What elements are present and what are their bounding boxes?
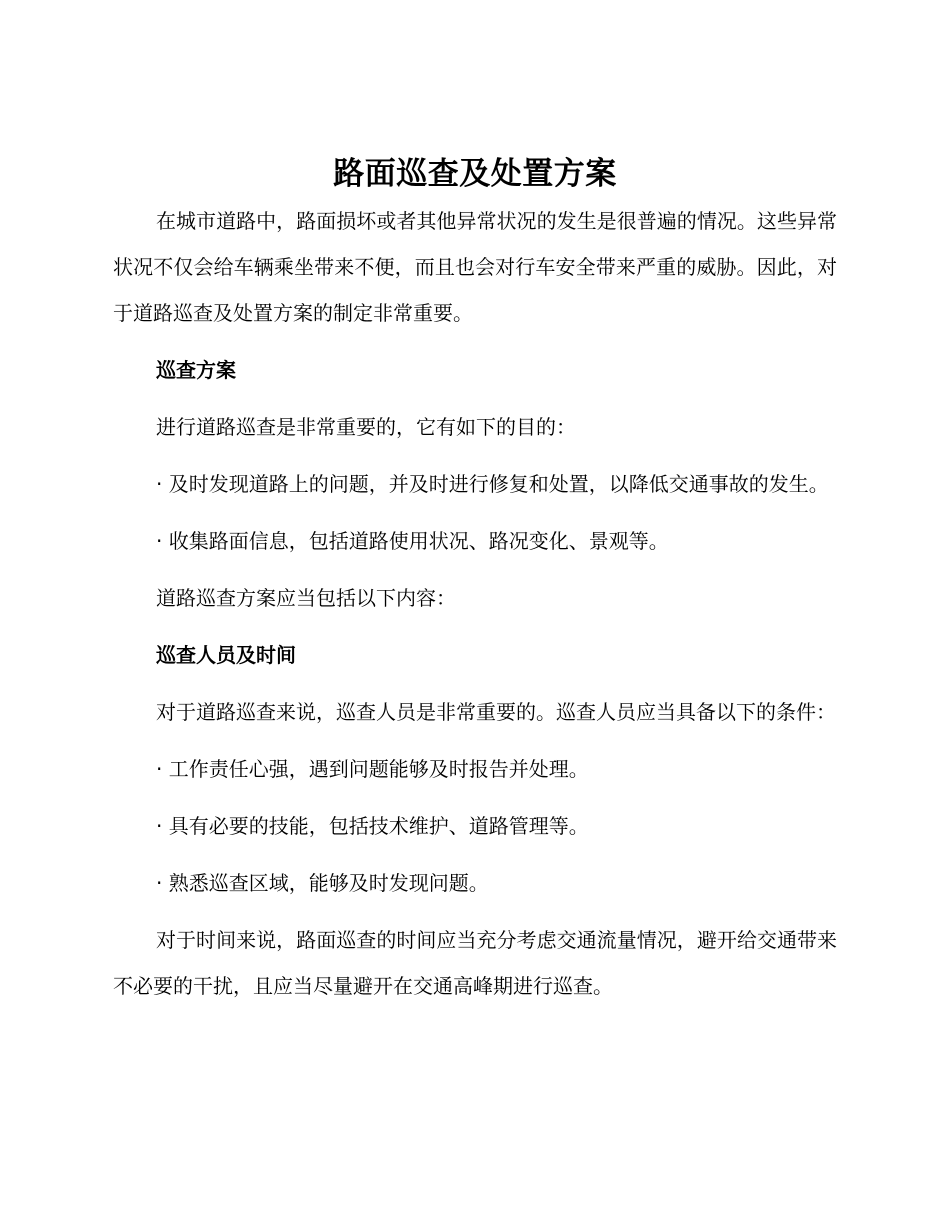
intro-paragraph: 在城市道路中，路面损坏或者其他异常状况的发生是很普遍的情况。这些异常状况不仅会给车辆乘坐带来不便，而且也会对行车安全带来严重的威胁。因此，对于道路巡查及处置方案的制定非常重要。 <box>113 209 837 325</box>
section-heading-patrol-plan: 巡查方案 <box>156 358 236 382</box>
patrol-time-paragraph: 对于时间来说，路面巡查的时间应当充分考虑交通流量情况，避开给交通带来不必要的干扰，且应当尽量避开在交通高峰期进行巡查。 <box>113 928 837 998</box>
patrol-content-paragraph: 道路巡查方案应当包括以下内容： <box>156 586 456 610</box>
spacer <box>113 678 837 689</box>
staff-requirement-paragraph: 对于道路巡查来说，巡查人员是非常重要的。巡查人员应当具备以下的条件： <box>156 700 836 724</box>
spacer <box>113 507 837 518</box>
document-page <box>113 150 837 1009</box>
patrol-purpose-paragraph: 进行道路巡查是非常重要的，它有如下的目的： <box>156 415 576 439</box>
section-heading-staff-time: 巡查人员及时间 <box>156 643 296 667</box>
bullet-item: · 熟悉巡查区域，能够及时发现问题。 <box>156 871 489 895</box>
bullet-item: · 具有必要的技能，包括技术维护、道路管理等。 <box>156 814 589 838</box>
spacer <box>113 849 837 860</box>
bullet-item: · 收集路面信息，包括道路使用状况、路况变化、景观等。 <box>156 529 669 553</box>
spacer <box>113 792 837 803</box>
document-title: 路面巡查及处置方案 <box>333 156 617 192</box>
spacer <box>113 336 837 347</box>
bullet-item: · 及时发现道路上的问题，并及时进行修复和处置，以降低交通事故的发生。 <box>156 472 829 496</box>
spacer <box>113 621 837 632</box>
spacer <box>113 564 837 575</box>
spacer <box>113 735 837 746</box>
spacer <box>113 450 837 461</box>
spacer <box>113 393 837 404</box>
bullet-item: · 工作责任心强，遇到问题能够及时报告并处理。 <box>156 757 589 781</box>
spacer <box>113 906 837 917</box>
